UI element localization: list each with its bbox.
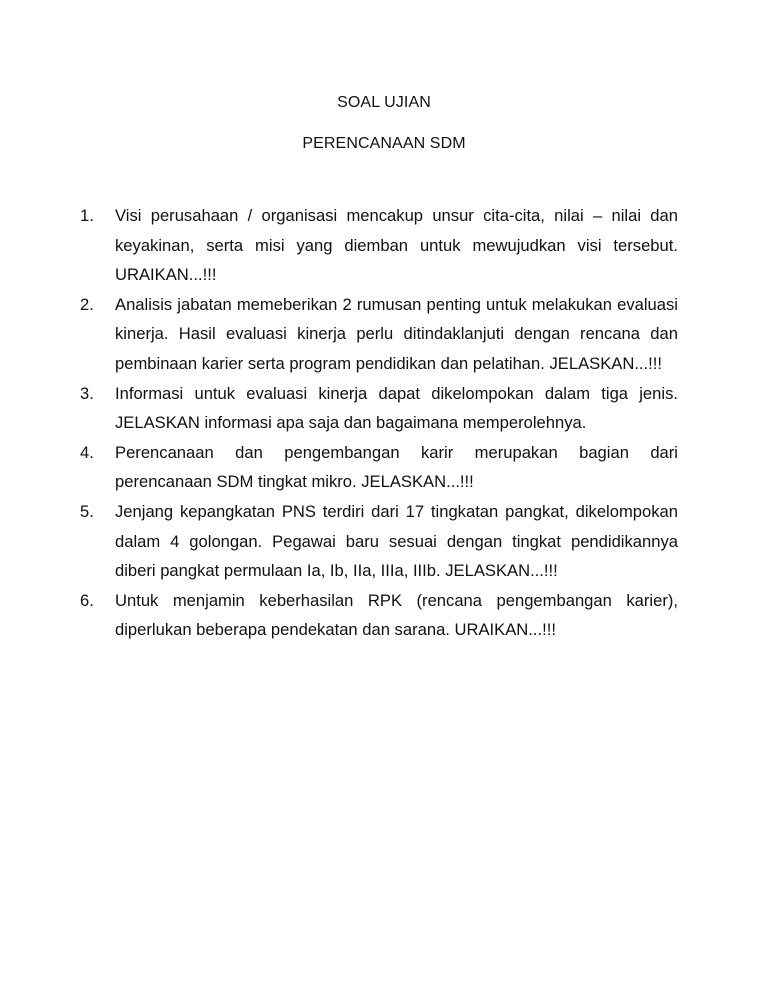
question-number: 1. (80, 206, 94, 225)
question-number: 2. (80, 294, 94, 314)
question-text: Informasi untuk evaluasi kinerja dapat dikelompokan dalam tiga jenis. JELASKAN informasi apa saja dan bagaimana memperolehnya. (115, 383, 678, 433)
question-item (80, 201, 678, 290)
question-list (80, 201, 678, 645)
question-number: 6. (80, 590, 94, 610)
question-item (80, 497, 678, 586)
question-text: Untuk menjamin keberhasilan RPK (rencana pengembangan karier), diperlukan beberapa pendekatan dan sarana. URAIKAN...!!! (115, 590, 678, 640)
question-item (80, 586, 678, 645)
question-item (80, 379, 678, 438)
question-number: 3. (80, 383, 94, 403)
question-number: 5. (80, 501, 94, 521)
question-text: Jenjang kepangkatan PNS terdiri dari 17 tingkatan pangkat, dikelompokan dalam 4 golongan. Pegawai baru sesuai dengan tingkat pendidikannya diberi pangkat permulaan Ia, Ib, IIa, IIIa, IIIb. JELASKAN...!!! (115, 501, 678, 581)
document-subtitle: PERENCANAAN SDM (302, 135, 466, 152)
question-item (80, 438, 678, 497)
question-text: Perencanaan dan pengembangan karir merupakan bagian dari perencanaan SDM tingkat mikro. JELASKAN...!!! (115, 442, 678, 492)
question-number: 4. (80, 442, 94, 462)
question-text: Visi perusahaan / organisasi mencakup unsur cita-cita, nilai – nilai dan keyakinan, serta misi yang diemban untuk mewujudkan visi tersebut. URAIKAN...!!! (115, 206, 678, 285)
question-item (80, 290, 678, 379)
document-title: SOAL UJIAN (337, 94, 431, 111)
question-text: Analisis jabatan memeberikan 2 rumusan penting untuk melakukan evaluasi kinerja. Hasil evaluasi kinerja perlu ditindaklanjuti dengan rencana dan pembinaan karier serta program pendidikan dan pelatihan. JELASKAN...!!! (115, 294, 678, 373)
